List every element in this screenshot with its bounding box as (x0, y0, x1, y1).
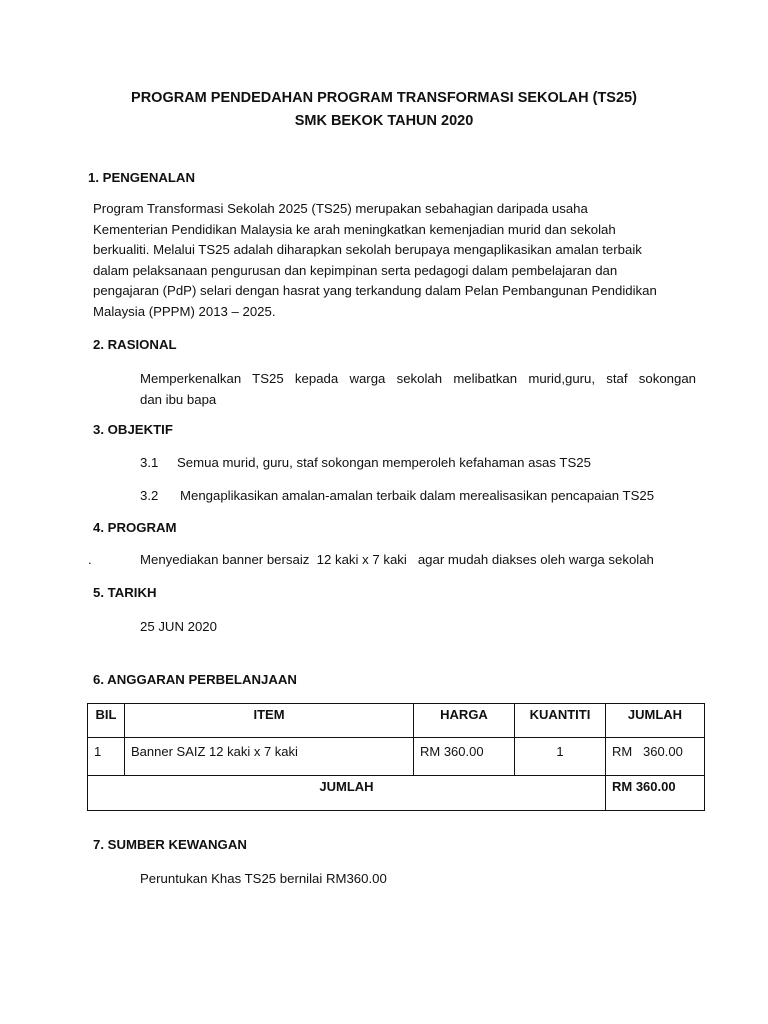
pengenalan-line: Kementerian Pendidikan Malaysia ke arah meningkatkan kemenjadian murid dan sekolah (93, 221, 616, 237)
section-heading-sumber: 7. SUMBER KEWANGAN (93, 837, 247, 852)
table-total-row (88, 776, 705, 811)
budget-table-header-row (88, 704, 705, 738)
table-header-harga: HARGA (414, 704, 515, 738)
tarikh-date: 25 JUN 2020 (140, 619, 217, 634)
table-cell-bil: 1 (88, 738, 125, 776)
section-heading-program: 4. PROGRAM (93, 520, 177, 535)
rasional-line: Memperkenalkan TS25 kepada warga sekolah melibatkan murid,guru, staf sokongan (140, 371, 696, 386)
objektif-item-text: Mengaplikasikan amalan-amalan terbaik dalam merealisasikan pencapaian TS25 (180, 488, 655, 503)
section-heading-objektif: 3. OBJEKTIF (93, 422, 173, 437)
sumber-text: Peruntukan Khas TS25 bernilai RM360.00 (140, 871, 387, 886)
document-title: PROGRAM PENDEDAHAN PROGRAM TRANSFORMASI SEKOLAH (TS25) (131, 90, 637, 106)
table-row (88, 738, 705, 776)
table-header-item: ITEM (125, 704, 414, 738)
pengenalan-line: dalam pelaksanaan pengurusan dan kepimpinan serta pedagogi dalam pembelajaran dan (93, 262, 618, 278)
table-total-label: JUMLAH (88, 776, 606, 811)
table-total-value: RM 360.00 (606, 776, 705, 811)
table-header-jumlah: JUMLAH (606, 704, 705, 738)
section-heading-rasional: 2. RASIONAL (93, 337, 177, 352)
program-text: Menyediakan banner bersaiz 12 kaki x 7 kaki agar mudah diakses oleh warga sekolah (140, 552, 654, 567)
table-header-bil: BIL (88, 704, 125, 738)
rasional-line: dan ibu bapa (140, 392, 217, 407)
pengenalan-line: Malaysia (PPPM) 2013 – 2025. (93, 303, 276, 319)
pengenalan-paragraph (93, 199, 693, 323)
table-cell-harga: RM 360.00 (414, 738, 515, 776)
section-heading-tarikh: 5. TARIKH (93, 585, 157, 600)
objektif-item-text: Semua murid, guru, staf sokongan memperoleh kefahaman asas TS25 (177, 455, 591, 470)
table-header-kuantiti: KUANTITI (515, 704, 606, 738)
rasional-paragraph (140, 368, 696, 410)
table-cell-item: Banner SAIZ 12 kaki x 7 kaki (125, 738, 414, 776)
objektif-item-number: 3.2 (140, 488, 159, 503)
table-cell-kuantiti: 1 (515, 738, 606, 776)
section-heading-anggaran: 6. ANGGARAN PERBELANJAAN (93, 672, 297, 687)
budget-table (87, 703, 705, 811)
pengenalan-line: berkualiti. Melalui TS25 adalah diharapkan sekolah berupaya mengaplikasikan amalan terbaik (93, 242, 642, 258)
document-subtitle: SMK BEKOK TAHUN 2020 (294, 113, 474, 129)
section-heading-pengenalan: 1. PENGENALAN (88, 170, 195, 185)
pengenalan-line: Program Transformasi Sekolah 2025 (TS25) merupakan sebahagian daripada usaha (93, 201, 588, 216)
table-cell-jumlah: RM 360.00 (606, 738, 705, 776)
program-bullet: . (88, 552, 92, 567)
pengenalan-line: pengajaran (PdP) selari dengan hasrat yang terkandung dalam Pelan Pembangunan Pendidikan (93, 283, 657, 299)
objektif-item-number: 3.1 (140, 455, 159, 470)
